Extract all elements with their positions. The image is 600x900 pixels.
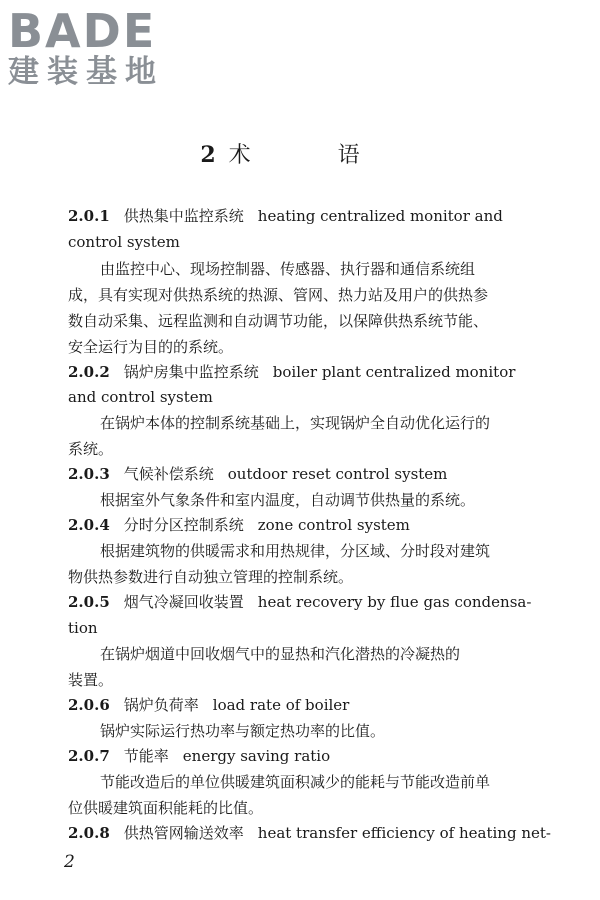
- term-name-en: heat transfer efficiency of heating net-: [257, 824, 551, 842]
- term-number: 2.0.4: [68, 516, 110, 534]
- term-name-zh: 分时分区控制系统: [123, 516, 244, 534]
- term-definition: 位供暖建筑面积能耗的比值。: [68, 799, 264, 817]
- term-definition: 安全运行为目的的系统。: [68, 338, 234, 356]
- term-definition: 根据室外气象条件和室内温度，自动调节供热量的系统。: [100, 491, 476, 509]
- term-name-en: zone control system: [257, 516, 410, 534]
- term-number: 2.0.1: [68, 207, 110, 225]
- term-definition: 物供热参数进行自动独立管理的控制系统。: [68, 568, 354, 586]
- term-heading: [68, 515, 410, 535]
- term-heading: [68, 362, 515, 382]
- term-number: 2.0.6: [68, 696, 110, 714]
- term-definition: 装置。: [68, 671, 114, 689]
- term-name-en: outdoor reset control system: [227, 465, 448, 483]
- term-name-zh: 气候补偿系统: [123, 465, 214, 483]
- term-definition: 在锅炉烟道中回收烟气中的显热和汽化潜热的冷凝热的: [100, 645, 461, 663]
- term-heading: [68, 823, 551, 843]
- term-definition: 由监控中心、现场控制器、传感器、执行器和通信系统组: [100, 260, 476, 278]
- term-name-zh: 锅炉房集中监控系统: [123, 363, 259, 381]
- term-name-zh: 锅炉负荷率: [123, 696, 199, 714]
- term-name-en-cont: tion: [68, 619, 98, 637]
- chapter-title-text: 术 语: [228, 143, 400, 168]
- term-name-zh: 节能率: [123, 747, 169, 765]
- term-definition: 系统。: [68, 440, 114, 458]
- term-definition: 根据建筑物的供暖需求和用热规律，分区域、分时段对建筑: [100, 542, 491, 560]
- term-heading: [68, 746, 330, 766]
- term-heading: [68, 592, 531, 612]
- logo: [8, 6, 164, 90]
- term-name-en: energy saving ratio: [182, 747, 331, 765]
- term-number: 2.0.2: [68, 363, 110, 381]
- term-name-en: boiler plant centralized monitor: [272, 363, 516, 381]
- term-definition: 在锅炉本体的控制系统基础上，实现锅炉全自动优化运行的: [100, 414, 491, 432]
- term-name-zh: 烟气冷凝回收装置: [123, 593, 244, 611]
- term-number: 2.0.3: [68, 465, 110, 483]
- term-definition: 数自动采集、远程监测和自动调节功能，以保障供热系统节能、: [68, 312, 489, 330]
- term-number: 2.0.7: [68, 747, 110, 765]
- term-name-en-cont: control system: [68, 233, 180, 251]
- term-name-zh: 供热集中监控系统: [123, 207, 244, 225]
- term-name-en: heat recovery by flue gas condensa-: [257, 593, 532, 611]
- term-number: 2.0.5: [68, 593, 110, 611]
- logo-text: BADE: [8, 4, 157, 58]
- chapter-title: [0, 138, 600, 169]
- term-definition: 成，具有实现对供热系统的热源、管网、热力站及用户的供热参: [68, 286, 489, 304]
- page-number: 2: [64, 852, 75, 872]
- term-heading: [68, 206, 503, 226]
- term-heading: [68, 695, 349, 715]
- term-heading: [68, 464, 447, 484]
- term-number: 2.0.8: [68, 824, 110, 842]
- term-name-en-cont: and control system: [68, 388, 213, 406]
- term-name-en: heating centralized monitor and: [257, 207, 503, 225]
- term-definition: 节能改造后的单位供暖建筑面积减少的能耗与节能改造前单: [100, 773, 491, 791]
- term-name-zh: 供热管网输送效率: [123, 824, 244, 842]
- term-definition: 锅炉实际运行热功率与额定热功率的比值。: [100, 722, 386, 740]
- chapter-number: 2: [200, 142, 217, 168]
- logo-subtitle: 建装基地: [8, 54, 164, 90]
- term-name-en: load rate of boiler: [212, 696, 350, 714]
